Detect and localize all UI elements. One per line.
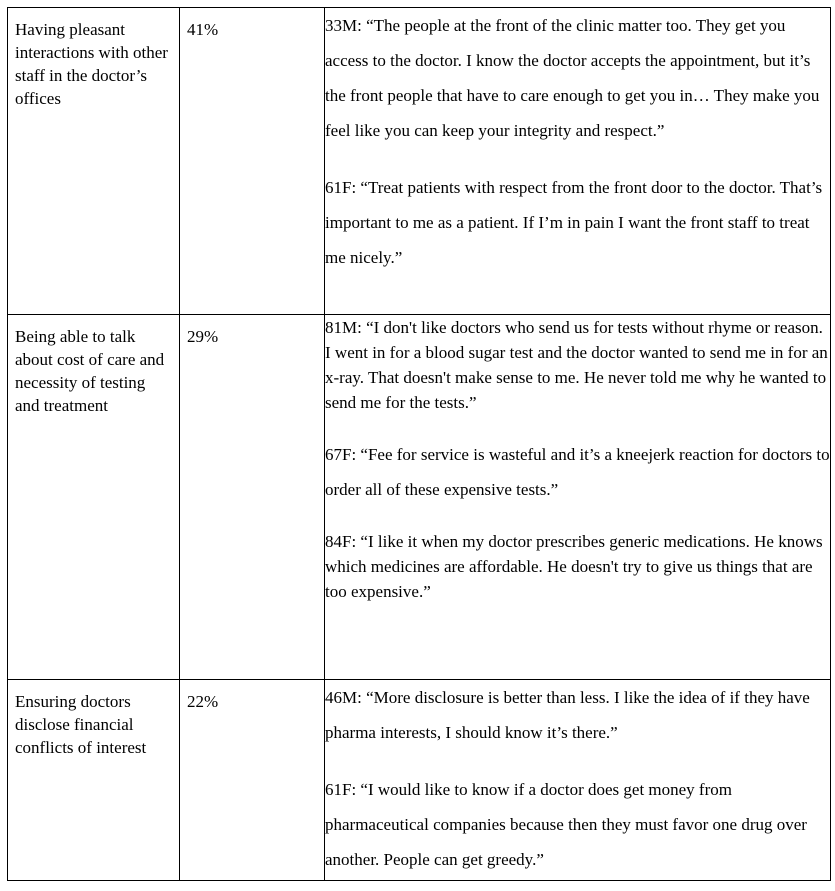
- table-row: [8, 680, 831, 881]
- theme-text: Having pleasant interactions with other staff in the doctor’s offices: [15, 20, 168, 108]
- quote: 61F: “I would like to know if a doctor does get money from pharmaceutical companies because then they must favor one drug over another. People can get greedy.”: [325, 780, 807, 869]
- quote: 84F: “I like it when my doctor prescribes generic medications. He knows which medicines are affordable. He doesn't try to give us things that are too expensive.”: [325, 532, 823, 601]
- percent-cell: [180, 8, 325, 315]
- theme-cell: [8, 8, 180, 315]
- percent-text: 22%: [187, 692, 219, 711]
- quotes-cell: [325, 680, 831, 881]
- theme-text: Ensuring doctors disclose financial conflicts of interest: [15, 692, 147, 757]
- table-row: [8, 8, 831, 315]
- theme-cell: [8, 315, 180, 680]
- percent-cell: [180, 315, 325, 680]
- quotes-cell: [325, 8, 831, 315]
- quote: 46M: “More disclosure is better than less. I like the idea of if they have pharma interests, I should know it’s there.”: [325, 688, 810, 742]
- percent-text: 41%: [187, 20, 219, 39]
- theme-text: Being able to talk about cost of care and necessity of testing and treatment: [15, 327, 165, 415]
- quote: 61F: “Treat patients with respect from the front door to the doctor. That’s important to me as a patient. If I’m in pain I want the front staff to treat me nicely.”: [325, 178, 823, 267]
- table-row: [8, 315, 831, 680]
- theme-cell: [8, 680, 180, 881]
- quotes-cell: [325, 315, 831, 680]
- themes-table: [7, 7, 831, 881]
- quote: 81M: “I don't like doctors who send us for tests without rhyme or reason. I went in for a blood sugar test and the doctor wanted to send me in for an x-ray. That doesn't make sense to me. He never told me why he wanted to send me for the tests.”: [325, 318, 828, 412]
- quote: 67F: “Fee for service is wasteful and it’s a kneejerk reaction for doctors to order all of these expensive tests.”: [325, 445, 830, 499]
- quote: 33M: “The people at the front of the clinic matter too. They get you access to the doctor. I know the doctor accepts the appointment, but it’s the front people that have to care enough to get you in… They make you feel like you can keep your integrity and respect.”: [325, 16, 820, 140]
- percent-cell: [180, 680, 325, 881]
- percent-text: 29%: [187, 327, 219, 346]
